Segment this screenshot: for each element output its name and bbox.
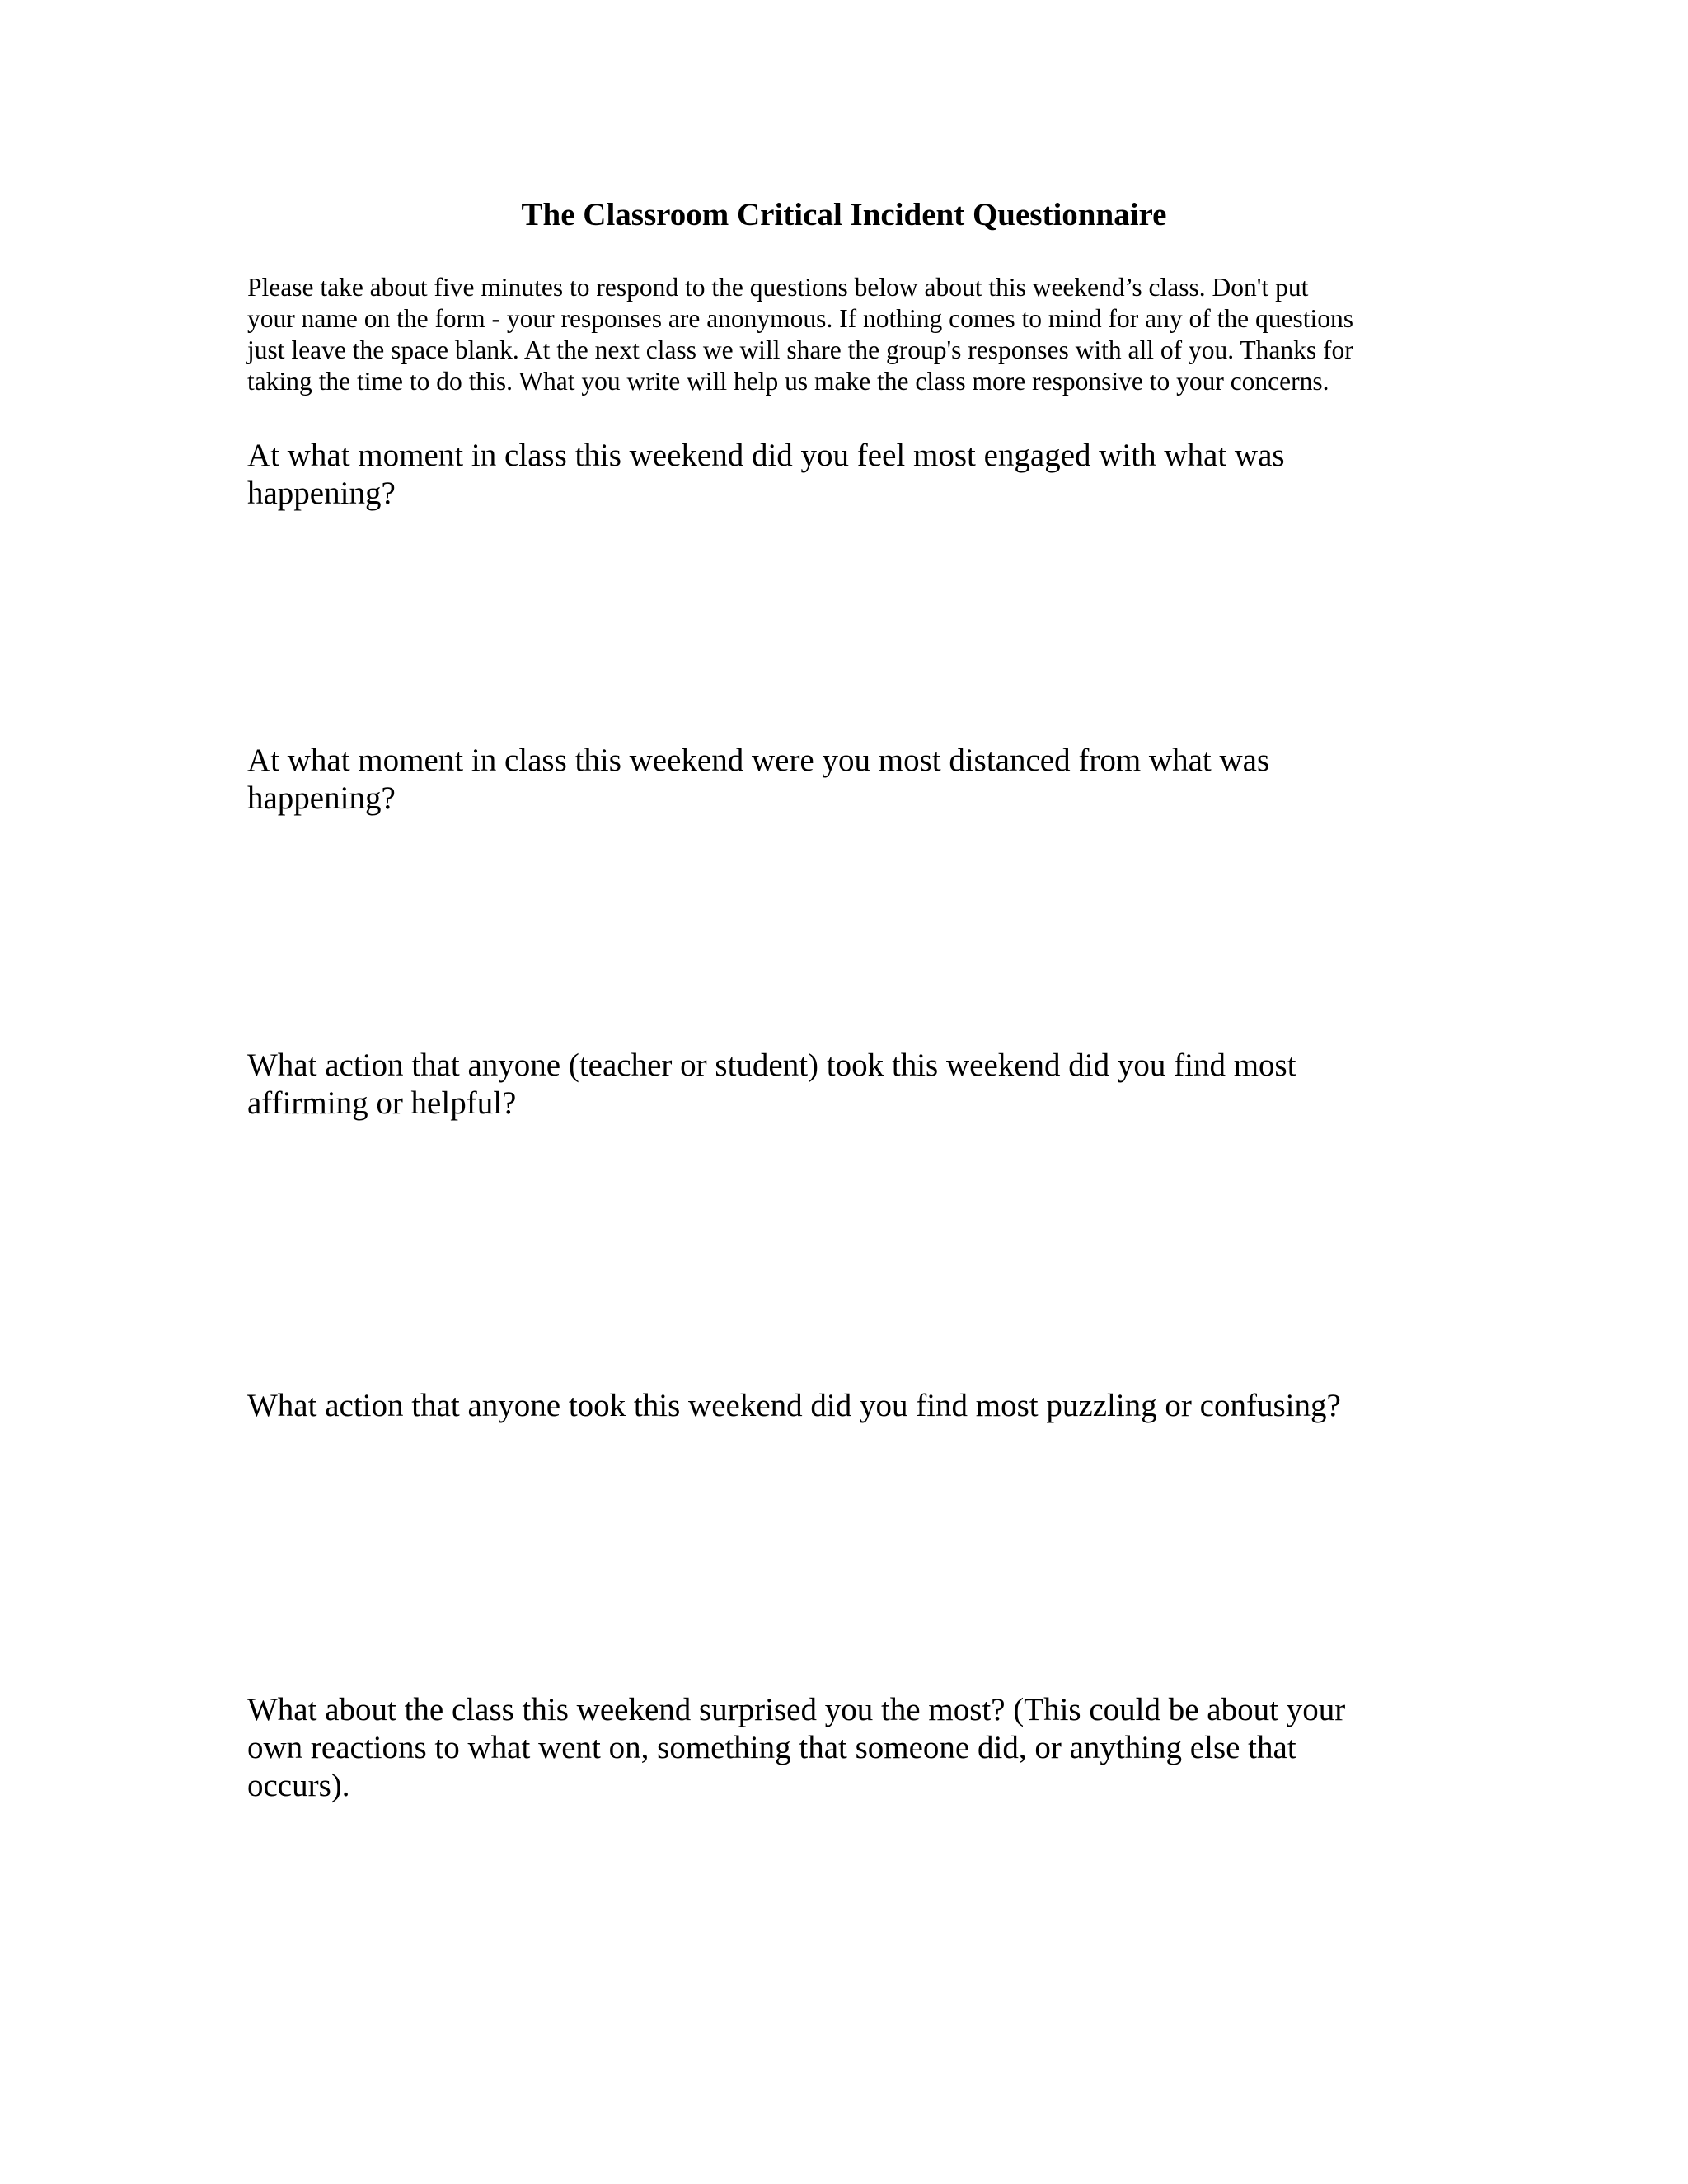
instructions-paragraph: Please take about five minutes to respond to the questions below about this weekend’s class. Don't put your name on the form - your responses are anonymous. If nothing comes to mind for any of the questions just leave the space blank. At the next class we will share the group's responses with all of you. Thanks for taking the time to do this. What you write will help us make the class more responsive to your concerns. [247, 273, 1353, 396]
answer-space-distanced [247, 824, 1451, 1030]
answer-space-affirming [247, 1129, 1451, 1368]
question-affirming: What action that anyone (teacher or student) took this weekend did you find most affirming or helpful? [247, 1047, 1296, 1121]
question-surprised: What about the class this weekend surprised you the most? (This could be about your own reactions to what went on, something that someone did, or anything else that occurs). [247, 1692, 1346, 1803]
answer-space-surprised [247, 1813, 1451, 2126]
question-puzzling: What action that anyone took this weekend did you find most puzzling or confusing? [247, 1388, 1341, 1423]
answer-space-engaged [247, 519, 1451, 725]
document-title: The Classroom Critical Incident Questionnaire [521, 197, 1167, 232]
answer-space-puzzling [247, 1434, 1451, 1673]
question-distanced: At what moment in class this weekend were you most distanced from what was happening? [247, 743, 1270, 816]
question-engaged: At what moment in class this weekend did you feel most engaged with what was happening? [247, 438, 1285, 511]
